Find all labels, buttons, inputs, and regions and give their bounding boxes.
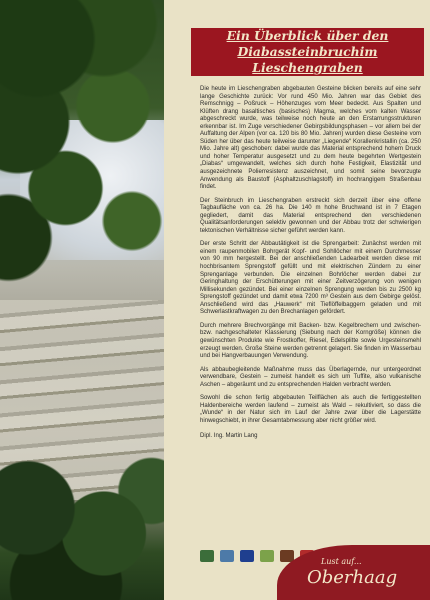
sponsor-logo-icon <box>200 550 214 562</box>
body-text <box>200 86 421 447</box>
brand-tagline: Lust auf... <box>321 557 362 566</box>
photo-bushes <box>0 440 164 600</box>
paragraph-recultivation: Sowohl die schon fertig abgebauten Teilflächen als auch die fertiggestellten Haldenbereiche werden laufend – zumeist als Wald – rekultiviert, so dass die „Wunde“ in der Natur sich im Lauf der Jahre zwar über die Lagerstätte hinwegschiebt, in ihrer Gesamtabmessung aber nicht größer wird. <box>200 395 421 424</box>
page-title: Ein Überblick über den Diabassteinbruchim Lieschengraben <box>226 28 389 75</box>
paragraph-crushing: Durch mehrere Brechvorgänge mit Backen- bzw. Kegelbrechern und zwischen- bzw. nachgeschalteter Klassierung (Siebung nach der Korngröße) können die gewünschten Produkte wie Frostkoffer, Riesel, Edelsplitte sowie Urgesteinsmehl erzeugt werden. Große Steine werden getrennt gelagert. Sie finden im Wasserbau und bei Hangverbauungen Verwendung. <box>200 322 421 360</box>
paragraph-geology: Die heute im Lieschengraben abgebauten Gesteine blicken bereits auf eine sehr lange Geschichte zurück: Vor rund 450 Mio. Jahren war das Gebiet des Remschnigg – Poßruck – Höhenzuges vom Meer bedeckt. Aus Spalten und Klüften drang basaltisches (basisches) Magma, welches vom kalten Wasser abgeschreckt wurde, was teilweise noch heute an den Erstarrungsstrukturen erkennbar ist. Im Zuge verschiedener Gebirgsbildungsphasen – vor allem bei der Auffaltung der Alpen (vor ca. 120 bis 80 Mio. Jahren) wurden diese Gesteine vom Süden her über das heute teilweise darunter „Liegende“ Korallenkristallin (ca. 250 Mio. Jahre alt) geschoben: dabei wurde das Material entsprechend hohem Druck und hoher Temperatur ausgesetzt und zu dem heute begehrten Wertgestein „Diabas“ umgewandelt, welches sich durch hohe Festigkeit, Elastizität und ausgezeichnete Polierresistenz auszeichnet, und somit seine bevorzugte Anwendung als Baustoff (Asphaltzuschlagstoff) im hochrangigem Straßenbau findet. <box>200 86 421 191</box>
paragraph-blasting: Der erste Schritt der Abbautätigkeit ist die Sprengarbeit: Zunächst werden mit einem raupenmobilen Bohrgerät Kopf- und Sohllöcher mit einem Durchmesser von 90 mm hergestellt. Bei der anschließenden Ladearbeit werden diese mit hochbrisantem Sprengstoff gefüllt und mit elektrischen Zündern zu einer Sprenganlage verbunden. Die einzelnen Bohrlöcher werden dabei zur Geringhaltung der Erschütterungen mit einer Zeitverzögerung von wenigen Millisekunden gezündet. Bei einer einzelnen Sprengung werden bis zu 2500 kg Sprengstoff gezündet und damit etwa 7200 m³ Gestein aus dem Gebirge gelöst. Anschließend wird das „Hauwerk“ mit Tieflöffelbaggern geladen und mit Schwerlastkraftwagen zu den Brechanlagen gefördert. <box>200 241 421 316</box>
brand-name: Oberhaag <box>307 567 398 588</box>
paragraph-quarry-area: Der Steinbruch im Lieschengraben erstreckt sich derzeit über eine offene Tagbaufläche von ca. 26 ha. Die 140 m hohe Bruchwand ist in 7 Etagen gegliedert, damit das Material entsprechend den verschiedenen Qualitätsanforderungen selektiv gewonnen und der Abbau trotz der schwierigen tektonischen Verhältnisse sicher geführt werden kann. <box>200 197 421 234</box>
title-banner <box>191 28 424 76</box>
sponsor-logo-icon <box>220 550 234 562</box>
paragraph-overburden: Als abbaubegleitende Maßnahme muss das Überlagernde, nur untergeordnet verwendbare, Gestein – zumeist handelt es sich um Tuffite, also vulkanische Aschen – abgeräumt und zu entsprechenden Halden verbracht werden. <box>200 366 421 388</box>
quarry-photo <box>0 0 164 600</box>
author: Dipl. Ing. Martin Lang <box>200 433 258 440</box>
sponsor-logo-icon <box>260 550 274 562</box>
eu-flag-icon <box>240 550 254 562</box>
photo-tree-foliage <box>0 0 164 320</box>
